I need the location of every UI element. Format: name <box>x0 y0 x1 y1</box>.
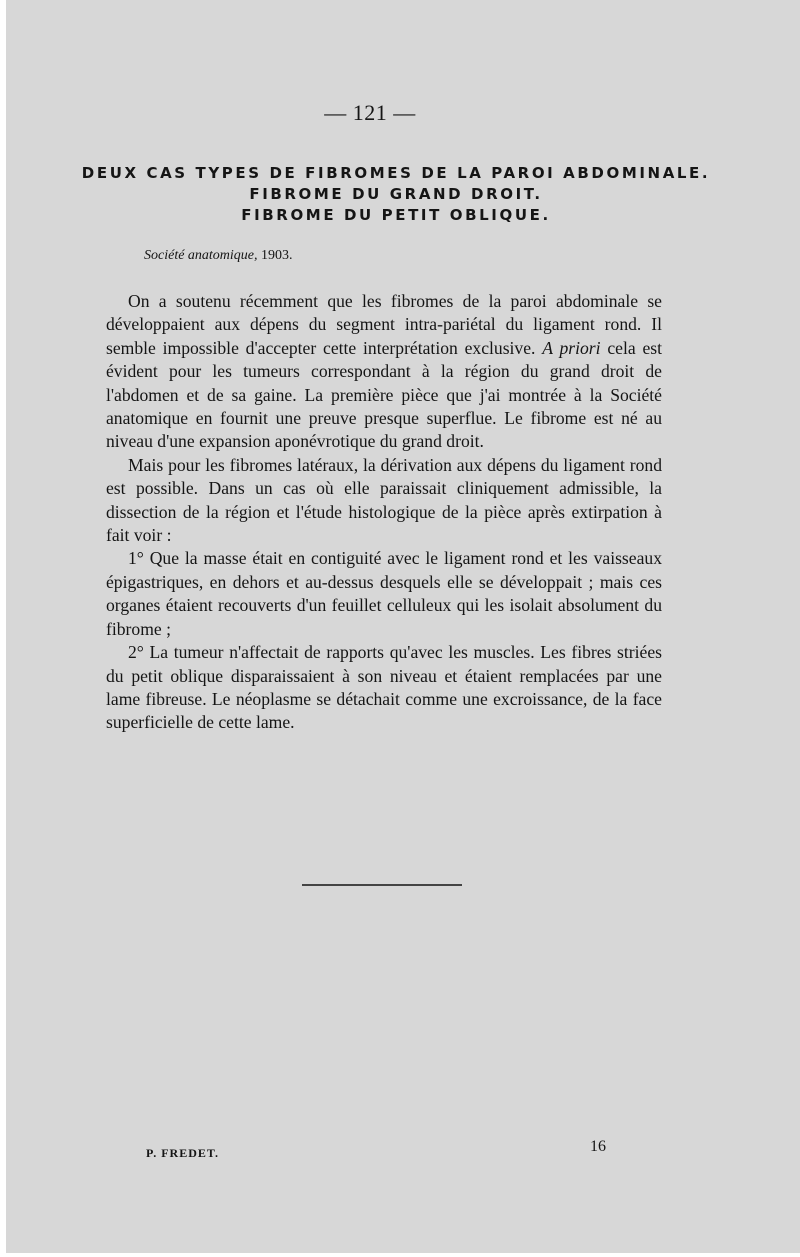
article-title <box>66 163 726 226</box>
paragraph-1-start: On a soutenu récemment que les fibromes de la paroi abdominale se développaient aux dépens du segment intra-pariétal du ligament rond. Il semble impossible d'accepter cette interprétation exclusive. <box>106 291 662 358</box>
paragraph-2: Mais pour les fibromes latéraux, la dérivation aux dépens du ligament rond est possible. Dans un cas où elle paraissait cliniquement admissible, la dissection de la région et l'étude histologique de la pièce après extirpation à fait voir : <box>106 454 662 546</box>
paragraph-4: 2° La tumeur n'affectait de rapports qu'avec les muscles. Les fibres striées du petit oblique disparaissaient à son niveau et étaient remplacées par une lame fibreuse. Le néoplasme se détachait comme une excroissance, de la face superficielle de cette lame. <box>106 642 662 733</box>
source-reference <box>144 248 293 264</box>
paragraph-1-end: cela est évident pour les tumeurs correspondant à la région du grand droit de l'abdomen et de sa gaine. La première pièce que j'ai montrée à la Société anatomique en fournit une preuve presque superflue. Le fibrome est né au niveau d'une expansion aponévrotique du grand droit. <box>106 337 662 452</box>
paragraph-3: 1° Que la masse était en contiguité avec le ligament rond et les vaisseaux épigastriques, en dehors et au-dessus desquels elle se développait ; mais ces organes étaient recouverts d'un feuillet celluleux qui les isolait absolument du fibrome ; <box>106 548 662 639</box>
title-line-3: FIBROME DU PETIT OBLIQUE. <box>241 206 551 224</box>
society-name: Société anatomique, <box>144 248 258 263</box>
article-body <box>106 290 662 735</box>
paragraph-1-italic: A priori <box>542 337 601 358</box>
title-line-1: DEUX CAS TYPES DE FIBROMES DE LA PAROI ABDOMINALE. <box>81 164 711 182</box>
book-page <box>6 0 800 1253</box>
signature-mark: 16 <box>590 1138 606 1155</box>
society-year: 1903. <box>261 248 293 263</box>
title-line-2: FIBROME DU GRAND DROIT. <box>249 185 543 203</box>
page-number: — 121 — <box>324 100 416 125</box>
paragraph-1 <box>106 290 662 454</box>
footer-author: P. FREDET. <box>146 1146 220 1160</box>
section-separator <box>302 884 462 886</box>
